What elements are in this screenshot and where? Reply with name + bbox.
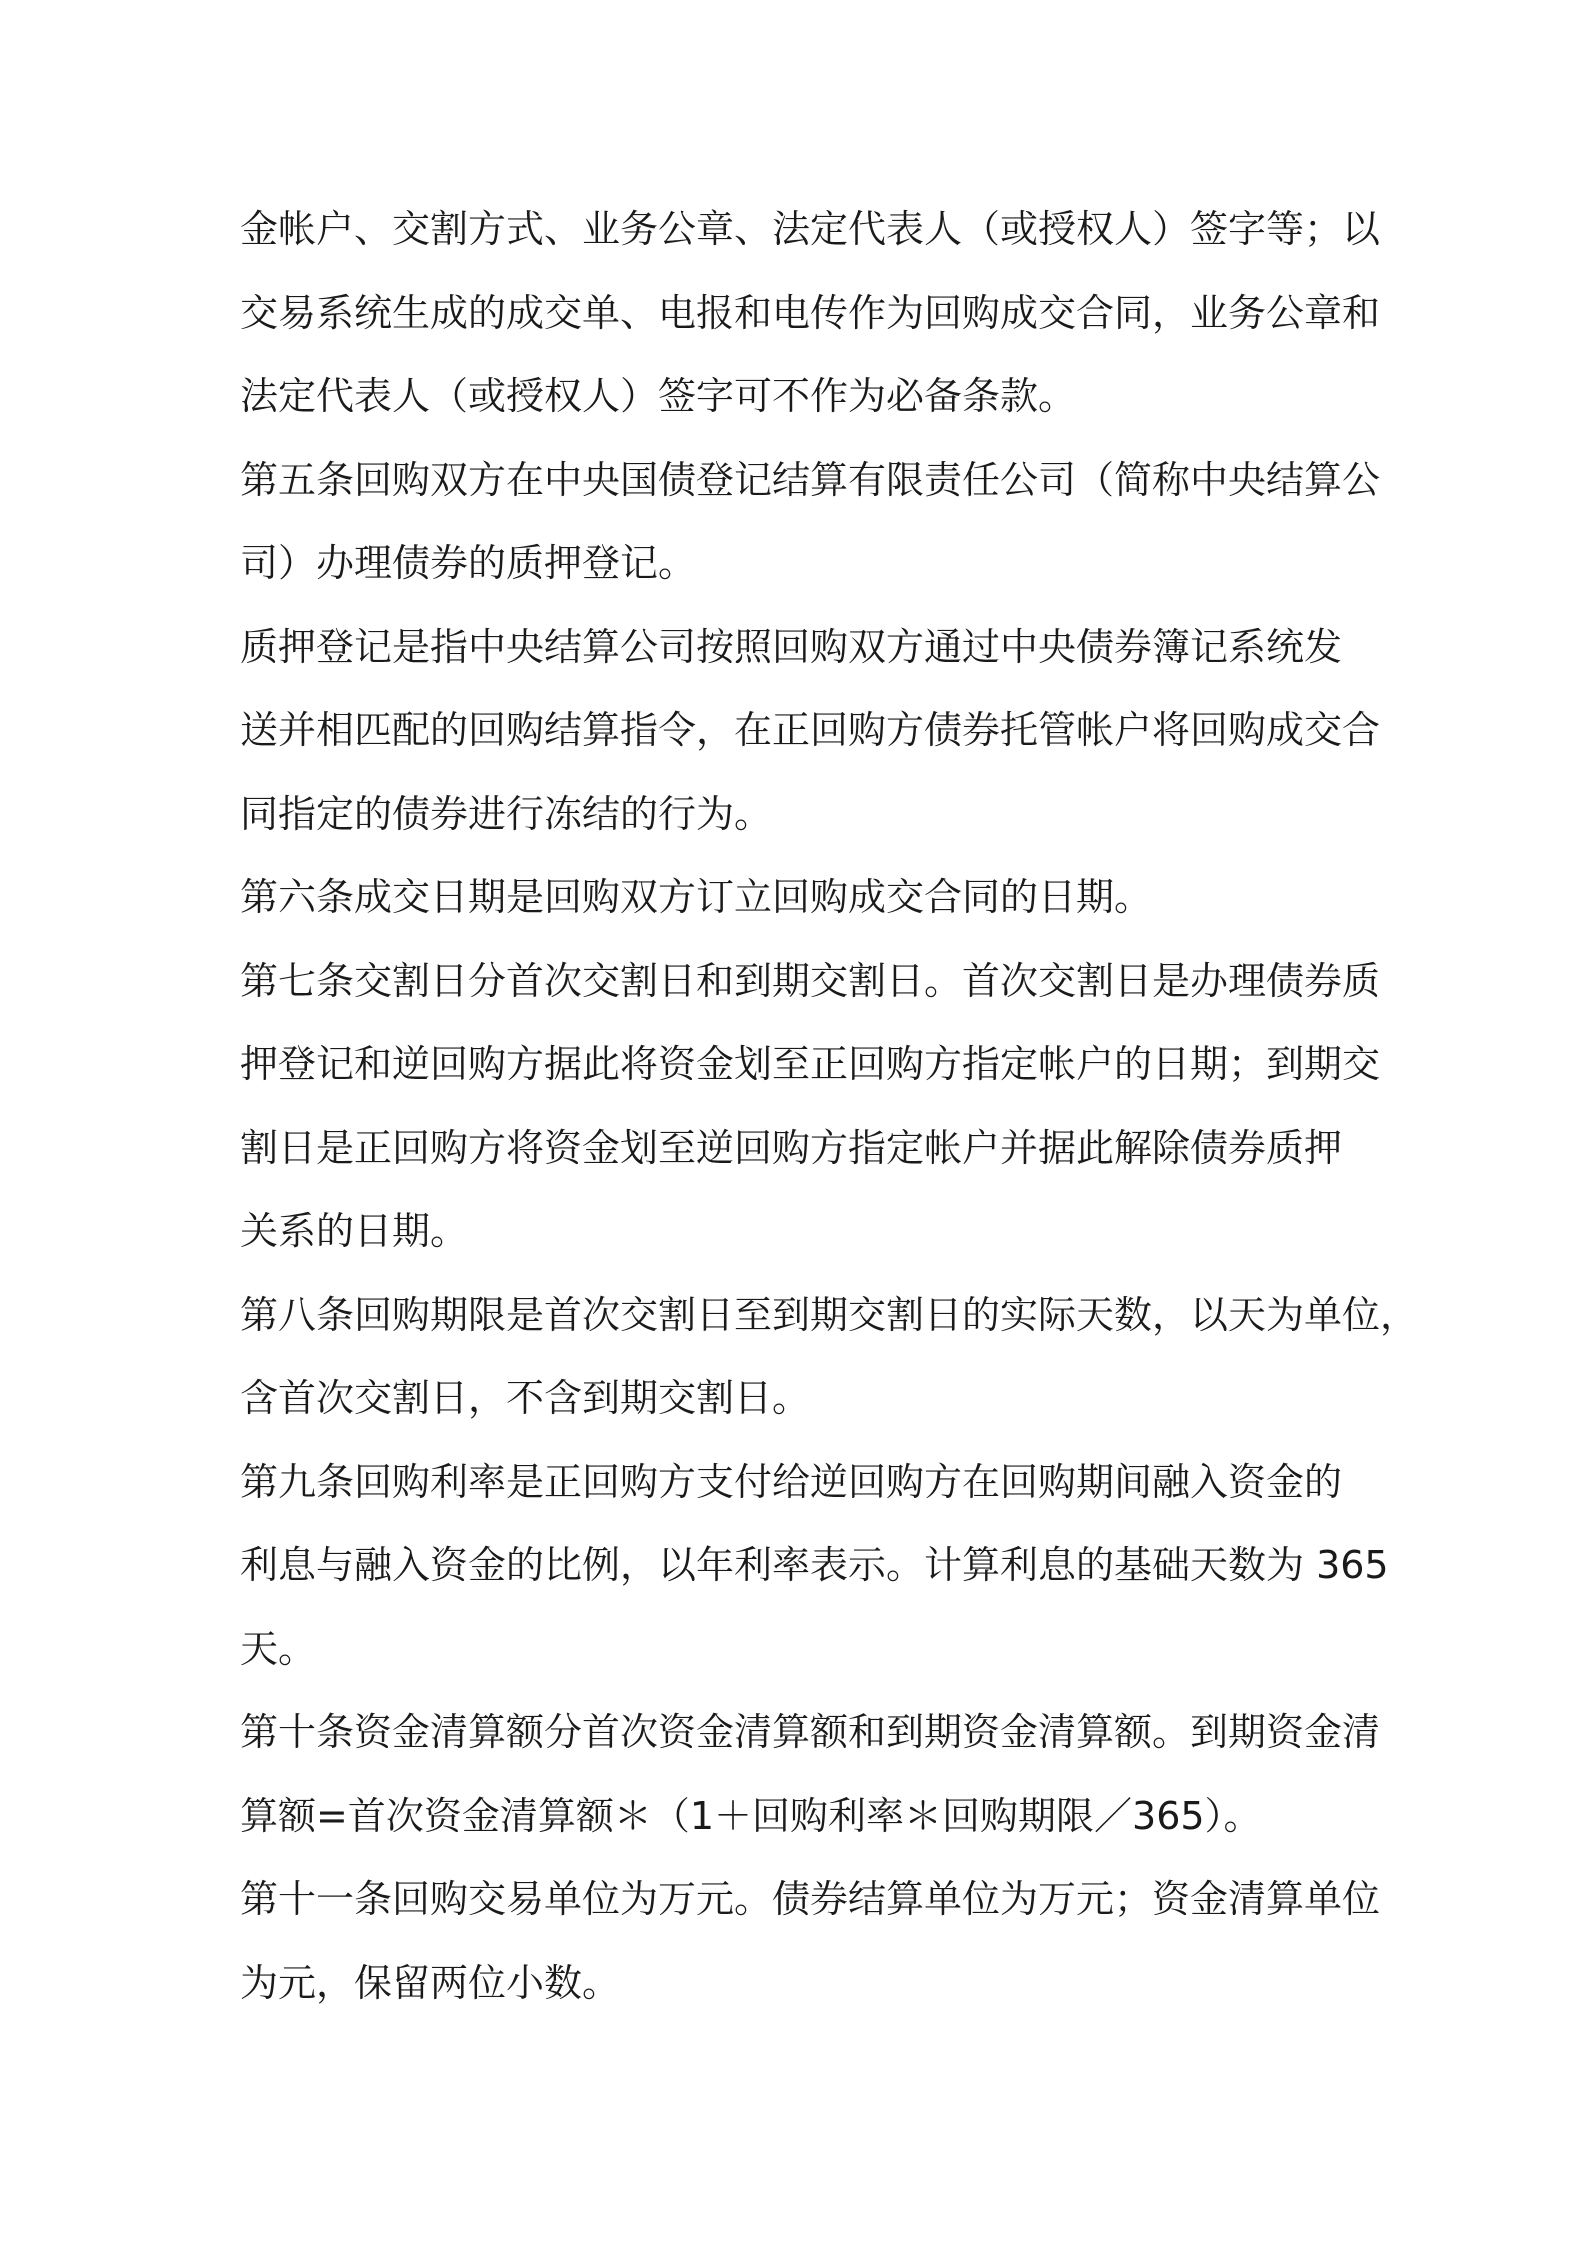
text-line: 同指定的债券进行冻结的行为。 — [240, 791, 773, 836]
text-line: 为元，保留两位小数。 — [240, 1960, 621, 2005]
text-line: 司）办理债券的质押登记。 — [240, 541, 697, 585]
text-line: 质押登记是指中央结算公司按照回购双方通过中央债券簿记系统发 — [240, 624, 1343, 669]
text-line: 法定代表人（或授权人）签字可不作为必备条款。 — [240, 374, 1077, 418]
document-body — [240, 188, 1419, 2025]
text-line: 关系的日期。 — [240, 1209, 469, 1253]
text-line: 第六条成交日期是回购双方订立回购成交合同的日期。 — [240, 875, 1153, 919]
text-line: 第九条回购利率是正回购方支付给逆回购方在回购期间融入资金的 — [240, 1459, 1343, 1504]
text-line: 含首次交割日，不含到期交割日。 — [240, 1376, 811, 1420]
text-line: 送并相匹配的回购结算指令，在正回购方债券托管帐户将回购成交合 — [240, 708, 1381, 752]
text-line: 交易系统生成的成交单、电报和电传作为回购成交合同，业务公章和 — [240, 290, 1381, 335]
text-line: 第十条资金清算额分首次资金清算额和到期资金清算额。到期资金清 — [240, 1710, 1381, 1754]
text-line: 金帐户、交割方式、业务公章、法定代表人（或授权人）签字等；以 — [240, 207, 1381, 251]
text-line: 第八条回购期限是首次交割日至到期交割日的实际天数，以天为单位， — [240, 1292, 1419, 1337]
text-line: 第十一条回购交易单位为万元。债券结算单位为万元；资金清算单位 — [240, 1877, 1381, 1921]
text-line: 利息与融入资金的比例，以年利率表示。计算利息的基础天数为 365 — [240, 1543, 1389, 1587]
text-line: 第五条回购双方在中央国债登记结算有限责任公司（简称中央结算公 — [240, 457, 1381, 502]
text-line: 算额=首次资金清算额＊（1＋回购利率＊回购期限／365）。 — [240, 1793, 1262, 1838]
text-line: 第七条交割日分首次交割日和到期交割日。首次交割日是办理债券质 — [240, 958, 1381, 1003]
text-line: 押登记和逆回购方据此将资金划至正回购方指定帐户的日期；到期交 — [240, 1042, 1381, 1086]
text-line: 割日是正回购方将资金划至逆回购方指定帐户并据此解除债券质押 — [240, 1125, 1343, 1170]
text-line: 天。 — [240, 1626, 317, 1671]
